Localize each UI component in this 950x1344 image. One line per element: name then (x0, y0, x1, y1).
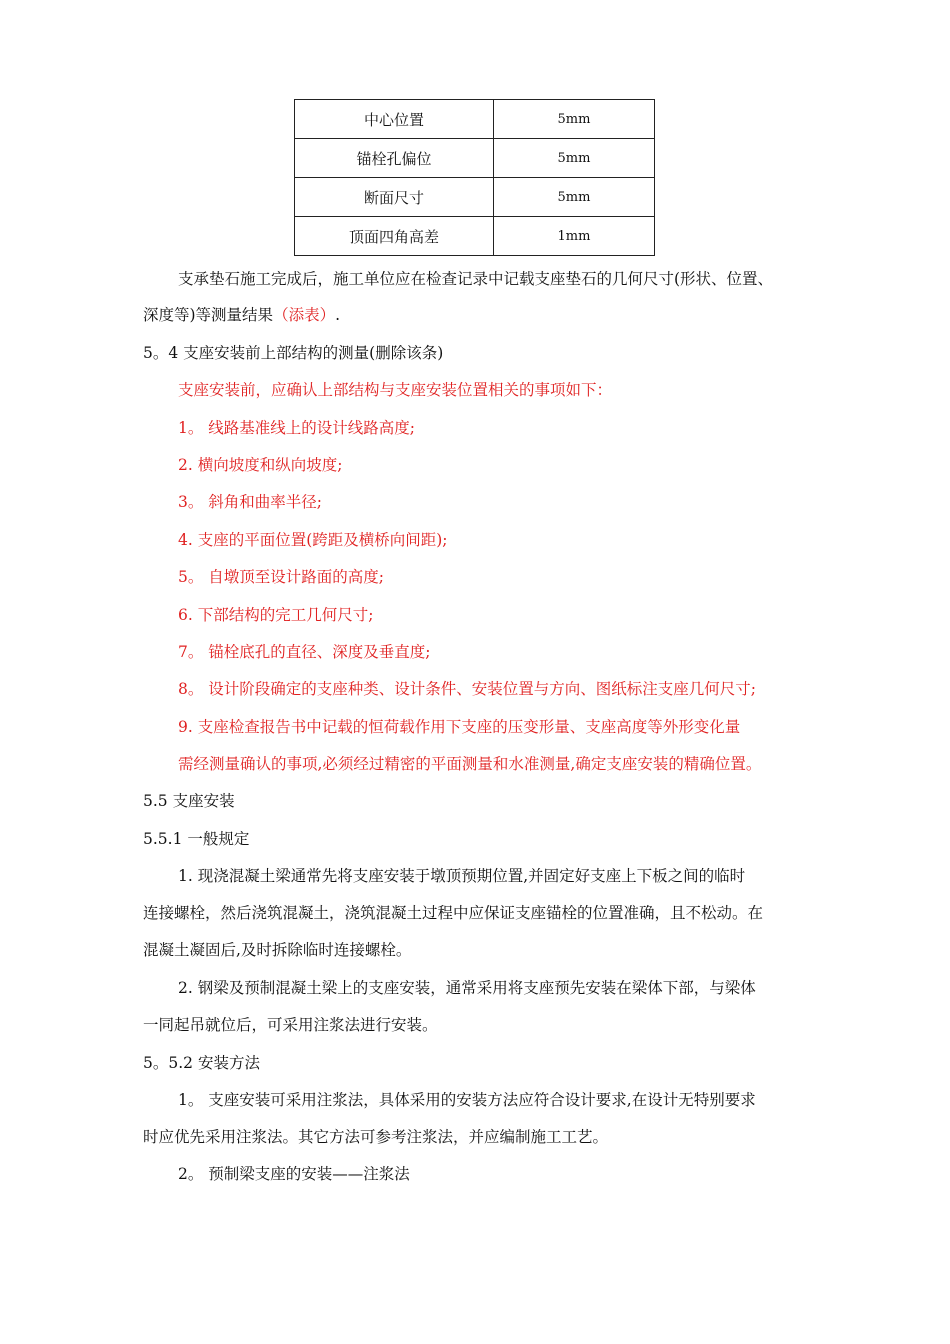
list-item: 5。 自墩顶至设计路面的高度; (178, 568, 385, 586)
list-item: 8。 设计阶段确定的支座种类、设计条件、安装位置与方向、图纸标注支座几何尺寸; (178, 680, 757, 698)
table-row (295, 178, 655, 217)
list-item: 1。 线路基准线上的设计线路高度; (178, 419, 416, 437)
list-item: 9. 支座检查报告书中记载的恒荷载作用下支座的压变形量、支座高度等外形变化量 (178, 718, 741, 736)
list-item: 4. 支座的平面位置(跨距及横桥向间距); (178, 531, 448, 549)
paragraph-line: 2。 预制梁支座的安装——注浆法 (178, 1165, 410, 1183)
paragraph-line: 连接螺栓，然后浇筑混凝土，浇筑混凝土过程中应保证支座锚栓的位置准确，且不松动。在 (143, 904, 764, 922)
list-item: 2. 横向坡度和纵向坡度; (178, 456, 343, 474)
table-row (295, 139, 655, 178)
subsection-heading: 5.5.1 一般规定 (143, 830, 250, 848)
list-item: 6. 下部结构的完工几何尺寸; (178, 606, 374, 624)
table-cell-item: 锚栓孔偏位 (295, 139, 494, 178)
subsection-heading: 5。5.2 安装方法 (143, 1054, 260, 1072)
paragraph-line: 2. 钢梁及预制混凝土梁上的支座安装，通常采用将支座预先安装在梁体下部，与梁体 (178, 979, 756, 997)
table-cell-item: 断面尺寸 (295, 178, 494, 217)
list-item: 3。 斜角和曲率半径; (178, 493, 323, 511)
paragraph-text: . (335, 306, 341, 324)
paragraph-line: 混凝土凝固后,及时拆除临时连接螺栓。 (143, 941, 412, 959)
paragraph-text: 深度等)等测量结果 (143, 306, 274, 324)
table-cell-value: 1mm (494, 217, 655, 256)
paragraph-line (143, 304, 340, 326)
list-item: 7。 锚栓底孔的直径、深度及垂直度; (178, 643, 431, 661)
table-cell-item: 顶面四角高差 (295, 217, 494, 256)
table-cell-value: 5mm (494, 178, 655, 217)
paragraph-line: 支承垫石施工完成后，施工单位应在检查记录中记载支座垫石的几何尺寸(形状、位置、 (178, 270, 774, 288)
section-heading: 5。4 支座安装前上部结构的测量(删除该条) (143, 344, 444, 362)
table-cell-item: 中心位置 (295, 100, 494, 139)
red-paragraph: 需经测量确认的事项,必须经过精密的平面测量和水准测量,确定支座安装的精确位置。 (178, 755, 762, 773)
table-row (295, 217, 655, 256)
table-cell-value: 5mm (494, 100, 655, 139)
paragraph-line: 一同起吊就位后，可采用注浆法进行安装。 (143, 1016, 438, 1034)
paragraph-line: 时应优先采用注浆法。其它方法可参考注浆法，并应编制施工工艺。 (143, 1128, 609, 1146)
table-row (295, 100, 655, 139)
paragraph-line: 1。 支座安装可采用注浆法，具体采用的安装方法应符合设计要求,在设计无特别要求 (178, 1091, 756, 1109)
tolerance-table (294, 99, 655, 256)
red-annotation: （添表） (273, 306, 336, 324)
section-heading: 5.5 支座安装 (143, 792, 235, 810)
red-paragraph: 支座安装前，应确认上部结构与支座安装位置相关的事项如下： (178, 381, 613, 399)
table-cell-value: 5mm (494, 139, 655, 178)
paragraph-line: 1. 现浇混凝土梁通常先将支座安装于墩顶预期位置,并固定好支座上下板之间的临时 (178, 867, 746, 885)
